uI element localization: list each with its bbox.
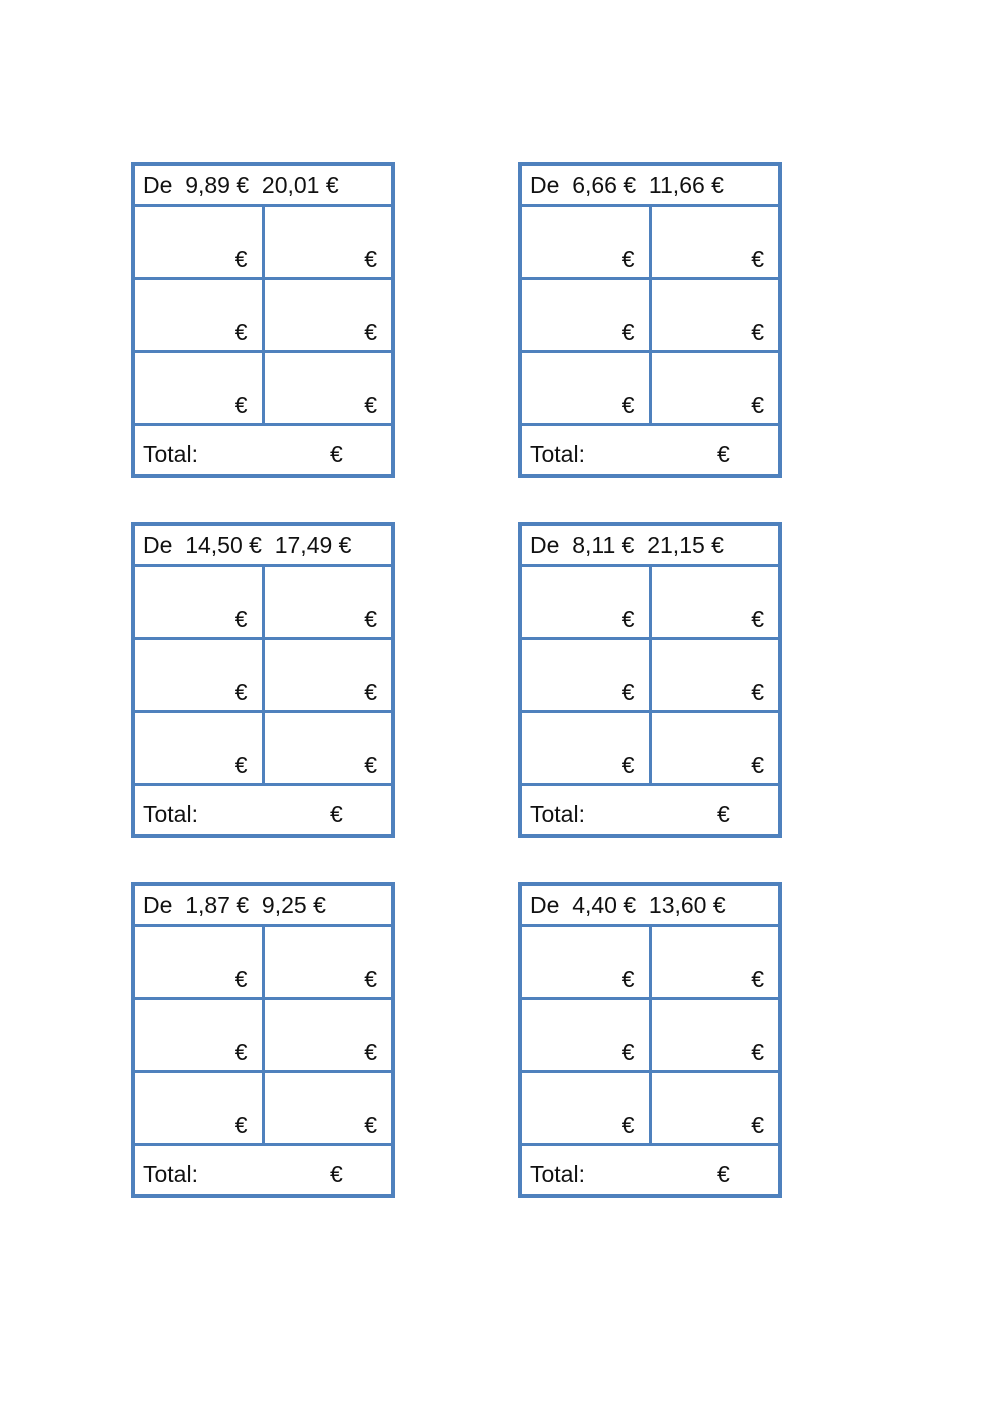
range-prefix: De: [530, 172, 560, 198]
currency-symbol: €: [330, 441, 343, 467]
currency-symbol: €: [364, 319, 377, 345]
currency-symbol: €: [751, 319, 764, 345]
currency-symbol: €: [234, 392, 248, 418]
amount-cell[interactable]: [652, 927, 779, 997]
price-range-card: [518, 522, 782, 838]
card-header: [135, 166, 391, 204]
amount-cell[interactable]: [652, 280, 779, 350]
price-range-card: [131, 162, 395, 478]
currency-symbol: €: [621, 392, 635, 418]
total-label: Total:: [530, 801, 585, 827]
total-row[interactable]: [522, 426, 778, 474]
range-to-value: 9,25: [261, 892, 307, 918]
currency-symbol: €: [364, 606, 377, 632]
amount-cell[interactable]: [135, 567, 262, 637]
currency-symbol: €: [364, 679, 377, 705]
amount-cell[interactable]: [135, 280, 262, 350]
amount-cell[interactable]: [265, 207, 392, 277]
range-prefix: De: [143, 892, 173, 918]
currency-symbol: €: [234, 606, 248, 632]
amount-cell[interactable]: [522, 280, 649, 350]
currency-symbol: €: [364, 392, 377, 418]
currency-symbol: €: [621, 606, 635, 632]
amount-cell[interactable]: [652, 640, 779, 710]
amount-cell[interactable]: [135, 1000, 262, 1070]
total-row[interactable]: [522, 786, 778, 834]
currency-symbol: €: [621, 679, 635, 705]
total-label: Total:: [530, 441, 585, 467]
card-header: [522, 886, 778, 924]
currency-symbol: €: [234, 319, 248, 345]
amount-cell[interactable]: [522, 567, 649, 637]
amount-cell[interactable]: [265, 713, 392, 783]
amount-cell[interactable]: [135, 207, 262, 277]
price-range-card: [518, 162, 782, 478]
currency-symbol: €: [751, 1039, 764, 1065]
amount-cell[interactable]: [522, 1073, 649, 1143]
currency-symbol: €: [621, 966, 635, 992]
currency-symbol: €: [621, 1039, 635, 1065]
card-header: [522, 526, 778, 564]
range-from-value: 6,66: [572, 172, 617, 198]
amount-cell[interactable]: [265, 1000, 392, 1070]
currency-symbol: €: [338, 532, 352, 558]
currency-symbol: €: [313, 892, 326, 918]
currency-symbol: €: [364, 966, 377, 992]
currency-symbol: €: [621, 752, 635, 778]
price-range-card: [131, 522, 395, 838]
total-row[interactable]: [135, 786, 391, 834]
amount-cell[interactable]: [135, 713, 262, 783]
currency-symbol: €: [364, 752, 377, 778]
range-to-value: 21,15: [647, 532, 705, 558]
currency-symbol: €: [751, 679, 764, 705]
currency-symbol: €: [717, 1161, 730, 1187]
currency-symbol: €: [751, 752, 764, 778]
total-label: Total:: [143, 1161, 198, 1187]
amount-cell[interactable]: [265, 353, 392, 423]
currency-symbol: €: [325, 172, 339, 198]
currency-symbol: €: [236, 172, 250, 198]
range-from-value: 9,89: [185, 172, 230, 198]
currency-symbol: €: [364, 246, 377, 272]
currency-symbol: €: [234, 1039, 248, 1065]
currency-symbol: €: [717, 801, 730, 827]
amount-cell[interactable]: [265, 1073, 392, 1143]
card-header: [522, 166, 778, 204]
currency-symbol: €: [234, 752, 248, 778]
total-row[interactable]: [135, 1146, 391, 1194]
range-to-value: 11,66: [648, 172, 705, 198]
currency-symbol: €: [751, 246, 764, 272]
amount-cell[interactable]: [522, 1000, 649, 1070]
price-range-card: [131, 882, 395, 1198]
total-row[interactable]: [135, 426, 391, 474]
amount-cell[interactable]: [265, 927, 392, 997]
total-label: Total:: [530, 1161, 585, 1187]
amount-cell[interactable]: [522, 353, 649, 423]
currency-symbol: €: [364, 1039, 377, 1065]
card-header: [135, 526, 391, 564]
card-header: [135, 886, 391, 924]
range-to-value: 17,49: [274, 532, 333, 558]
currency-symbol: €: [751, 392, 764, 418]
currency-symbol: €: [621, 319, 635, 345]
currency-symbol: €: [623, 172, 637, 198]
amount-cell[interactable]: [652, 713, 779, 783]
amount-cell[interactable]: [652, 1000, 779, 1070]
range-prefix: De: [530, 532, 560, 558]
range-prefix: De: [143, 532, 173, 558]
currency-symbol: €: [712, 892, 726, 918]
total-label: Total:: [143, 801, 198, 827]
range-prefix: De: [143, 172, 173, 198]
currency-symbol: €: [621, 246, 635, 272]
currency-symbol: €: [751, 606, 764, 632]
currency-symbol: €: [249, 532, 262, 558]
amount-cell[interactable]: [135, 640, 262, 710]
amount-cell[interactable]: [652, 353, 779, 423]
amount-cell[interactable]: [522, 713, 649, 783]
amount-cell[interactable]: [135, 927, 262, 997]
currency-symbol: €: [711, 532, 724, 558]
currency-symbol: €: [234, 966, 248, 992]
range-to-value: 13,60: [648, 892, 707, 918]
amount-cell[interactable]: [652, 207, 779, 277]
currency-symbol: €: [623, 892, 637, 918]
currency-symbol: €: [330, 1161, 343, 1187]
currency-symbol: €: [234, 1112, 248, 1138]
currency-symbol: €: [364, 1112, 377, 1138]
range-from-value: 4,40: [572, 892, 617, 918]
amount-cell[interactable]: [522, 207, 649, 277]
amount-cell[interactable]: [135, 1073, 262, 1143]
total-label: Total:: [143, 441, 198, 467]
price-range-card: [518, 882, 782, 1198]
currency-symbol: €: [330, 801, 343, 827]
currency-symbol: €: [751, 966, 764, 992]
currency-symbol: €: [621, 1112, 635, 1138]
amount-cell[interactable]: [265, 567, 392, 637]
amount-cell[interactable]: [265, 640, 392, 710]
total-row[interactable]: [522, 1146, 778, 1194]
range-from-value: 14,50: [185, 532, 243, 558]
amount-cell[interactable]: [652, 567, 779, 637]
currency-symbol: €: [717, 441, 730, 467]
currency-symbol: €: [234, 679, 248, 705]
range-from-value: 1,87: [185, 892, 230, 918]
amount-cell[interactable]: [522, 927, 649, 997]
currency-symbol: €: [711, 172, 724, 198]
currency-symbol: €: [751, 1112, 764, 1138]
range-to-value: 20,01: [261, 172, 320, 198]
amount-cell[interactable]: [652, 1073, 779, 1143]
currency-symbol: €: [236, 892, 250, 918]
currency-symbol: €: [234, 246, 248, 272]
amount-cell[interactable]: [522, 640, 649, 710]
amount-cell[interactable]: [265, 280, 392, 350]
range-from-value: 8,11: [572, 532, 616, 558]
range-prefix: De: [530, 892, 560, 918]
currency-symbol: €: [621, 532, 635, 558]
amount-cell[interactable]: [135, 353, 262, 423]
